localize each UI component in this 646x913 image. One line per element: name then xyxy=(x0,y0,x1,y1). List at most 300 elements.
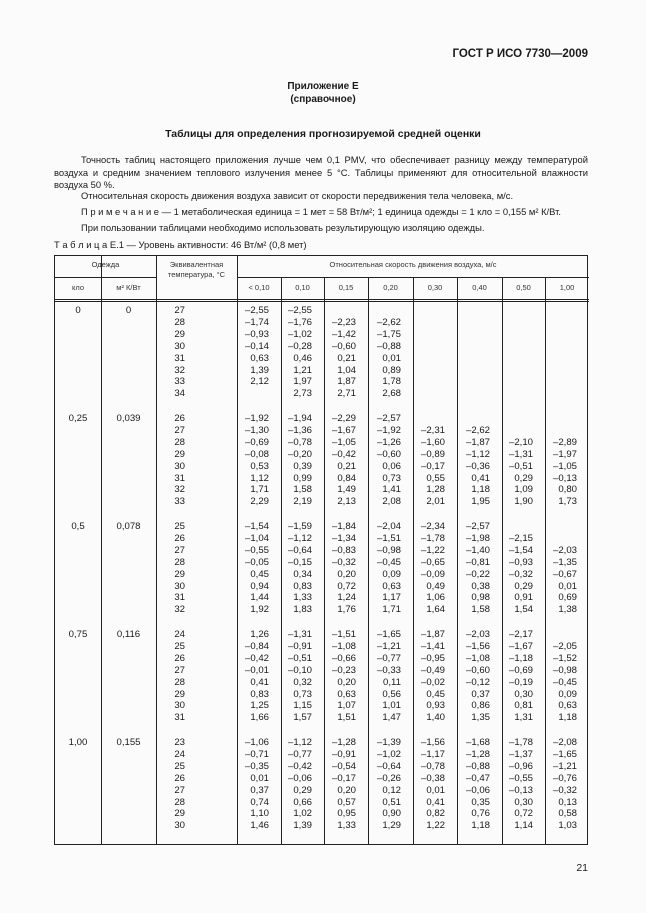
pmv-value: –1,31 xyxy=(508,448,533,460)
clo-value: 0,5 xyxy=(71,521,85,532)
pmv-value: 0,01 xyxy=(426,784,445,796)
pmv-value: 1,06 xyxy=(426,592,445,604)
header-m2kw: м² К/Вт xyxy=(116,283,141,292)
pmv-value: –0,60 xyxy=(331,340,356,352)
pmv-value: –1,84 xyxy=(331,521,356,532)
pmv-value: –1,68 xyxy=(465,737,490,748)
pmv-value: 1,03 xyxy=(558,820,577,832)
pmv-value: –1,75 xyxy=(376,328,401,340)
temperature-value: 23 xyxy=(174,737,185,748)
pmv-value: –1,17 xyxy=(420,748,445,760)
pmv-value: –0,51 xyxy=(287,652,312,664)
pmv-value: 0,90 xyxy=(382,808,401,820)
header-speed: 1,00 xyxy=(559,283,575,292)
pmv-value: 1,10 xyxy=(250,808,269,820)
pmv-value: –1,05 xyxy=(331,436,356,448)
header-air-speed: Относительная скорость движения воздуха, м/с xyxy=(329,260,497,269)
pmv-value: –1,30 xyxy=(244,424,269,436)
pmv-value: 1,95 xyxy=(471,496,490,508)
pmv-value: 2,19 xyxy=(293,496,312,508)
pmv-value: –2,62 xyxy=(465,424,490,436)
pmv-value: –0,05 xyxy=(244,556,269,568)
pmv-value: –1,08 xyxy=(331,640,356,652)
pmv-value: 0,01 xyxy=(558,580,577,592)
pmv-value: –0,66 xyxy=(331,652,356,664)
pmv-value: –0,45 xyxy=(552,676,577,688)
m2kw-value: 0,039 xyxy=(116,413,141,424)
pmv-value: 1,51 xyxy=(337,712,356,724)
pmv-value: –1,12 xyxy=(465,448,490,460)
temperature-value: 29 xyxy=(174,448,185,460)
pmv-value: 1,58 xyxy=(293,484,312,496)
pmv-value: –1,92 xyxy=(244,413,269,424)
pmv-value: 1,31 xyxy=(514,712,533,724)
pmv-value: 0,80 xyxy=(558,484,577,496)
pmv-value: 1,87 xyxy=(337,376,356,388)
pmv-value: –0,78 xyxy=(420,760,445,772)
pmv-value: –0,84 xyxy=(244,640,269,652)
pmv-value: –2,57 xyxy=(376,413,401,424)
pmv-value: –0,42 xyxy=(287,760,312,772)
pmv-value: 0,84 xyxy=(337,472,356,484)
pmv-value: 0,39 xyxy=(293,460,312,472)
pmv-value: 0,30 xyxy=(514,796,533,808)
temperature-value: 25 xyxy=(174,760,185,772)
temperature-value: 29 xyxy=(174,328,185,340)
temperature-value: 32 xyxy=(174,364,185,376)
temperature-value: 25 xyxy=(174,521,185,532)
pmv-value: –1,34 xyxy=(331,532,356,544)
pmv-value: 2,73 xyxy=(293,388,312,400)
pmv-value: –0,17 xyxy=(331,772,356,784)
pmv-value: –0,32 xyxy=(552,784,577,796)
pmv-value: 0,98 xyxy=(471,592,490,604)
temperature-value: 27 xyxy=(174,305,185,316)
pmv-value: 1,17 xyxy=(382,592,401,604)
pmv-value: –0,33 xyxy=(376,664,401,676)
pmv-value: –0,95 xyxy=(420,652,445,664)
pmv-value: 0,81 xyxy=(514,700,533,712)
pmv-value: –2,03 xyxy=(552,544,577,556)
pmv-value: 0,41 xyxy=(250,676,269,688)
standard-number: ГОСТ Р ИСО 7730—2009 xyxy=(452,48,588,60)
pmv-value: 1,73 xyxy=(558,496,577,508)
pmv-value: –0,47 xyxy=(465,772,490,784)
pmv-value: –1,06 xyxy=(244,737,269,748)
pmv-value: –1,08 xyxy=(465,652,490,664)
pmv-value: –0,60 xyxy=(376,448,401,460)
pmv-value: 2,29 xyxy=(250,496,269,508)
pmv-value: 1,44 xyxy=(250,592,269,604)
pmv-value: –1,02 xyxy=(287,328,312,340)
pmv-value: 2,71 xyxy=(337,388,356,400)
pmv-value: –1,78 xyxy=(420,532,445,544)
pmv-value: 1,57 xyxy=(293,712,312,724)
pmv-value: –0,17 xyxy=(420,460,445,472)
pmv-value: 0,76 xyxy=(471,808,490,820)
row-divider xyxy=(55,277,156,278)
pmv-value: 1,35 xyxy=(471,712,490,724)
temperature-value: 25 xyxy=(174,640,185,652)
pmv-value: 1,41 xyxy=(382,484,401,496)
pmv-value: 1,02 xyxy=(293,808,312,820)
pmv-value: –1,67 xyxy=(331,424,356,436)
pmv-value: –0,38 xyxy=(420,772,445,784)
pmv-value: –1,94 xyxy=(287,413,312,424)
pmv-value: –1,74 xyxy=(244,316,269,328)
m2kw-value: 0,155 xyxy=(116,737,141,748)
row-divider xyxy=(55,299,589,300)
pmv-value: 1,21 xyxy=(293,364,312,376)
pmv-table xyxy=(54,255,588,845)
pmv-value: –0,64 xyxy=(287,544,312,556)
pmv-value: –0,64 xyxy=(376,760,401,772)
appendix-subtitle: (справочное) xyxy=(290,94,356,105)
pmv-value: 0,09 xyxy=(558,688,577,700)
pmv-value: –0,54 xyxy=(331,760,356,772)
note-text: — 1 метаболическая единица = 1 мет = 58 Вт/м²; 1 единица одежды = 1 кло = 0,155 м² К/Вт. xyxy=(159,206,561,217)
pmv-value: –0,81 xyxy=(465,556,490,568)
pmv-value: 1,09 xyxy=(514,484,533,496)
pmv-value: –1,52 xyxy=(552,652,577,664)
pmv-value: 0,13 xyxy=(558,796,577,808)
pmv-value: –0,77 xyxy=(287,748,312,760)
pmv-value: –0,10 xyxy=(287,664,312,676)
pmv-value: –0,32 xyxy=(508,568,533,580)
pmv-value: –0,19 xyxy=(508,676,533,688)
pmv-value: –1,04 xyxy=(244,532,269,544)
pmv-value: –1,98 xyxy=(465,532,490,544)
pmv-value: 0,83 xyxy=(250,688,269,700)
temperature-value: 34 xyxy=(174,388,185,400)
pmv-value: –1,39 xyxy=(376,737,401,748)
pmv-value: 1,18 xyxy=(471,484,490,496)
pmv-value: –0,77 xyxy=(376,652,401,664)
table-caption-label: Т а б л и ц а xyxy=(54,239,108,250)
pmv-value: 1,28 xyxy=(426,484,445,496)
pmv-value: –2,29 xyxy=(331,413,356,424)
pmv-value: –0,26 xyxy=(376,772,401,784)
pmv-value: –0,83 xyxy=(331,544,356,556)
table-caption-text: Е.1 — Уровень активности: 46 Вт/м² (0,8 мет) xyxy=(107,239,307,250)
pmv-value: –2,04 xyxy=(376,521,401,532)
pmv-value: 0,01 xyxy=(250,772,269,784)
pmv-value: 0,55 xyxy=(426,472,445,484)
temperature-value: 31 xyxy=(174,352,185,364)
pmv-value: –0,49 xyxy=(420,664,445,676)
temperature-value: 30 xyxy=(174,820,185,832)
pmv-value: –1,54 xyxy=(508,544,533,556)
pmv-value: 0,66 xyxy=(293,796,312,808)
pmv-value: 0,45 xyxy=(250,568,269,580)
pmv-value: 0,20 xyxy=(337,784,356,796)
pmv-value: –1,36 xyxy=(287,424,312,436)
pmv-value: 1,29 xyxy=(382,820,401,832)
appendix-heading xyxy=(0,80,646,106)
clo-value: 0,25 xyxy=(68,413,88,424)
pmv-value: 1,76 xyxy=(337,604,356,616)
pmv-value: –0,15 xyxy=(287,556,312,568)
pmv-value: –0,51 xyxy=(508,460,533,472)
pmv-value: –1,22 xyxy=(420,544,445,556)
temperature-value: 26 xyxy=(174,413,185,424)
pmv-value: –0,55 xyxy=(508,772,533,784)
temperature-value: 33 xyxy=(174,496,185,508)
header-speed: 0,10 xyxy=(295,283,310,292)
pmv-value: 2,12 xyxy=(250,376,269,388)
pmv-value: 0,57 xyxy=(337,796,356,808)
pmv-value: –1,41 xyxy=(420,640,445,652)
pmv-value: 1,54 xyxy=(514,604,533,616)
pmv-value: 2,13 xyxy=(337,496,356,508)
note-label: П р и м е ч а н и е xyxy=(81,206,160,217)
pmv-value: 1,38 xyxy=(558,604,577,616)
header-clothing: Одежда xyxy=(91,260,120,269)
pmv-value: 0,11 xyxy=(383,676,401,688)
header-equiv-temp: Эквивалентная температура, °С xyxy=(167,260,226,279)
pmv-value: –0,22 xyxy=(465,568,490,580)
temperature-value: 28 xyxy=(174,436,185,448)
pmv-value: –0,69 xyxy=(244,436,269,448)
pmv-value: 0,01 xyxy=(382,352,401,364)
pmv-value: 1,33 xyxy=(337,820,356,832)
temperature-value: 26 xyxy=(174,532,185,544)
pmv-value: –0,42 xyxy=(244,652,269,664)
pmv-value: –0,60 xyxy=(465,664,490,676)
pmv-value: –2,23 xyxy=(331,316,356,328)
pmv-value: 2,68 xyxy=(382,388,401,400)
pmv-value: 0,89 xyxy=(382,364,401,376)
pmv-value: 0,29 xyxy=(514,472,533,484)
pmv-value: –2,05 xyxy=(552,640,577,652)
temperature-value: 29 xyxy=(174,808,185,820)
pmv-value: –1,87 xyxy=(420,629,445,640)
temperature-value: 32 xyxy=(174,484,185,496)
pmv-value: 0,63 xyxy=(558,700,577,712)
pmv-value: 1,22 xyxy=(426,820,445,832)
pmv-value: –1,56 xyxy=(465,640,490,652)
pmv-value: –0,12 xyxy=(465,676,490,688)
pmv-value: –0,76 xyxy=(552,772,577,784)
pmv-value: –1,28 xyxy=(331,737,356,748)
pmv-value: –1,28 xyxy=(465,748,490,760)
pmv-value: 0,41 xyxy=(471,472,490,484)
pmv-value: –1,02 xyxy=(376,748,401,760)
pmv-value: 0,38 xyxy=(471,580,490,592)
pmv-value: 0,83 xyxy=(293,580,312,592)
page-number: 21 xyxy=(576,862,588,874)
pmv-value: –0,42 xyxy=(331,448,356,460)
temperature-value: 33 xyxy=(174,376,185,388)
clo-value: 1,00 xyxy=(68,737,88,748)
pmv-value: –0,88 xyxy=(465,760,490,772)
pmv-value: –2,89 xyxy=(552,436,577,448)
pmv-value: 1,64 xyxy=(426,604,445,616)
pmv-value: –1,59 xyxy=(287,521,312,532)
pmv-value: 1,47 xyxy=(382,712,401,724)
paragraph: При пользовании таблицами необходимо использовать результирующую изоляцию одежды. xyxy=(81,222,485,233)
pmv-value: 0,94 xyxy=(250,580,269,592)
clo-value: 0,75 xyxy=(68,629,88,640)
pmv-value: 1,14 xyxy=(514,820,533,832)
temperature-value: 27 xyxy=(174,784,185,796)
pmv-value: –2,57 xyxy=(465,521,490,532)
pmv-value: –1,56 xyxy=(420,737,445,748)
paragraph: Относительная скорость движения воздуха зависит от скорости передвижения тела человека, м/с. xyxy=(81,190,514,201)
pmv-value: –1,87 xyxy=(465,436,490,448)
pmv-value: 1,71 xyxy=(382,604,401,616)
pmv-value: –1,12 xyxy=(287,737,312,748)
temperature-value: 30 xyxy=(174,580,185,592)
pmv-value: 1,78 xyxy=(382,376,401,388)
pmv-value: 0,58 xyxy=(558,808,577,820)
table-caption xyxy=(54,239,307,250)
pmv-value: 0,21 xyxy=(337,352,356,364)
row-divider xyxy=(237,277,589,278)
pmv-value: 1,46 xyxy=(250,820,269,832)
pmv-value: 0,69 xyxy=(558,592,577,604)
pmv-value: –1,60 xyxy=(420,436,445,448)
pmv-value: –0,96 xyxy=(508,760,533,772)
pmv-value: –0,71 xyxy=(244,748,269,760)
temperature-value: 26 xyxy=(174,652,185,664)
pmv-value: 0,63 xyxy=(382,580,401,592)
pmv-value: 0,37 xyxy=(471,688,490,700)
pmv-value: –1,21 xyxy=(376,640,401,652)
pmv-value: 1,12 xyxy=(250,472,269,484)
temperature-value: 28 xyxy=(174,316,185,328)
pmv-value: 2,08 xyxy=(382,496,401,508)
m2kw-value: 0 xyxy=(125,305,132,316)
pmv-value: 1,24 xyxy=(337,592,356,604)
pmv-value: 1,92 xyxy=(250,604,269,616)
pmv-value: 0,20 xyxy=(337,568,356,580)
pmv-value: –1,12 xyxy=(287,532,312,544)
temperature-value: 31 xyxy=(174,472,185,484)
temperature-value: 30 xyxy=(174,700,185,712)
pmv-value: 0,51 xyxy=(382,796,401,808)
temperature-value: 30 xyxy=(174,460,185,472)
pmv-value: –2,31 xyxy=(420,424,445,436)
pmv-value: –0,98 xyxy=(552,664,577,676)
pmv-value: –0,06 xyxy=(287,772,312,784)
row-divider xyxy=(55,301,589,302)
pmv-value: –1,97 xyxy=(552,448,577,460)
pmv-value: 1,07 xyxy=(337,700,356,712)
pmv-value: 1,90 xyxy=(514,496,533,508)
pmv-value: –0,55 xyxy=(244,544,269,556)
pmv-value: –2,55 xyxy=(244,305,269,316)
pmv-value: –1,67 xyxy=(508,640,533,652)
pmv-value: 1,25 xyxy=(250,700,269,712)
pmv-value: 1,49 xyxy=(337,484,356,496)
pmv-value: 0,21 xyxy=(337,460,356,472)
pmv-value: 0,49 xyxy=(426,580,445,592)
pmv-value: 0,93 xyxy=(426,700,445,712)
pmv-value: 0,63 xyxy=(250,352,269,364)
pmv-value: 2,01 xyxy=(426,496,445,508)
pmv-value: –0,69 xyxy=(508,664,533,676)
pmv-value: –0,20 xyxy=(287,448,312,460)
pmv-value: –0,08 xyxy=(244,448,269,460)
pmv-value: –0,98 xyxy=(376,544,401,556)
temperature-value: 28 xyxy=(174,556,185,568)
pmv-value: 0,99 xyxy=(293,472,312,484)
pmv-value: –1,35 xyxy=(552,556,577,568)
pmv-value: 0,06 xyxy=(382,460,401,472)
pmv-value: 1,01 xyxy=(382,700,401,712)
pmv-value: 0,37 xyxy=(250,784,269,796)
clo-value: 0 xyxy=(75,305,81,316)
pmv-value: 0,41 xyxy=(426,796,445,808)
pmv-value: –1,65 xyxy=(552,748,577,760)
pmv-value: –1,65 xyxy=(376,629,401,640)
pmv-value: –0,91 xyxy=(287,640,312,652)
pmv-value: 0,73 xyxy=(382,472,401,484)
header-speed: < 0,10 xyxy=(248,283,270,292)
pmv-value: –1,21 xyxy=(552,760,577,772)
pmv-value: –0,13 xyxy=(552,472,577,484)
header-speed: 0,20 xyxy=(383,283,398,292)
pmv-value: 0,91 xyxy=(514,592,533,604)
temperature-value: 31 xyxy=(174,712,185,724)
pmv-value: –0,02 xyxy=(420,676,445,688)
temperature-value: 28 xyxy=(174,676,185,688)
pmv-value: –2,55 xyxy=(287,305,312,316)
temperature-value: 24 xyxy=(174,748,185,760)
pmv-value: 1,39 xyxy=(293,820,312,832)
pmv-value: –1,78 xyxy=(508,737,533,748)
temperature-value: 29 xyxy=(174,568,185,580)
pmv-value: –2,34 xyxy=(420,521,445,532)
pmv-value: 0,56 xyxy=(382,688,401,700)
pmv-value: 1,26 xyxy=(250,629,269,640)
pmv-value: 1,66 xyxy=(250,712,269,724)
pmv-value: –1,42 xyxy=(331,328,356,340)
pmv-value: 1,71 xyxy=(250,484,269,496)
pmv-value: –0,93 xyxy=(244,328,269,340)
pmv-value: –0,28 xyxy=(287,340,312,352)
pmv-value: –0,23 xyxy=(331,664,356,676)
pmv-value: 0,35 xyxy=(471,796,490,808)
pmv-value: 1,83 xyxy=(293,604,312,616)
pmv-value: –2,15 xyxy=(508,532,533,544)
pmv-value: –0,91 xyxy=(331,748,356,760)
pmv-value: –1,51 xyxy=(331,629,356,640)
temperature-value: 32 xyxy=(174,604,185,616)
pmv-value: –0,67 xyxy=(552,568,577,580)
pmv-value: 0,29 xyxy=(293,784,312,796)
pmv-value: 1,58 xyxy=(471,604,490,616)
pmv-value: –1,51 xyxy=(376,532,401,544)
temperature-value: 30 xyxy=(174,340,185,352)
pmv-value: 0,72 xyxy=(337,580,356,592)
pmv-value: –2,08 xyxy=(552,737,577,748)
pmv-value: 0,12 xyxy=(382,784,401,796)
pmv-value: 0,30 xyxy=(514,688,533,700)
pmv-value: –1,76 xyxy=(287,316,312,328)
pmv-value: –1,40 xyxy=(465,544,490,556)
pmv-value: 0,29 xyxy=(514,580,533,592)
temperature-value: 27 xyxy=(174,544,185,556)
pmv-value: –1,26 xyxy=(376,436,401,448)
header-clo: кло xyxy=(72,283,84,292)
pmv-value: –0,14 xyxy=(244,340,269,352)
pmv-value: –2,17 xyxy=(508,629,533,640)
temperature-value: 27 xyxy=(174,424,185,436)
pmv-value: 1,15 xyxy=(293,700,312,712)
pmv-value: 0,45 xyxy=(426,688,445,700)
